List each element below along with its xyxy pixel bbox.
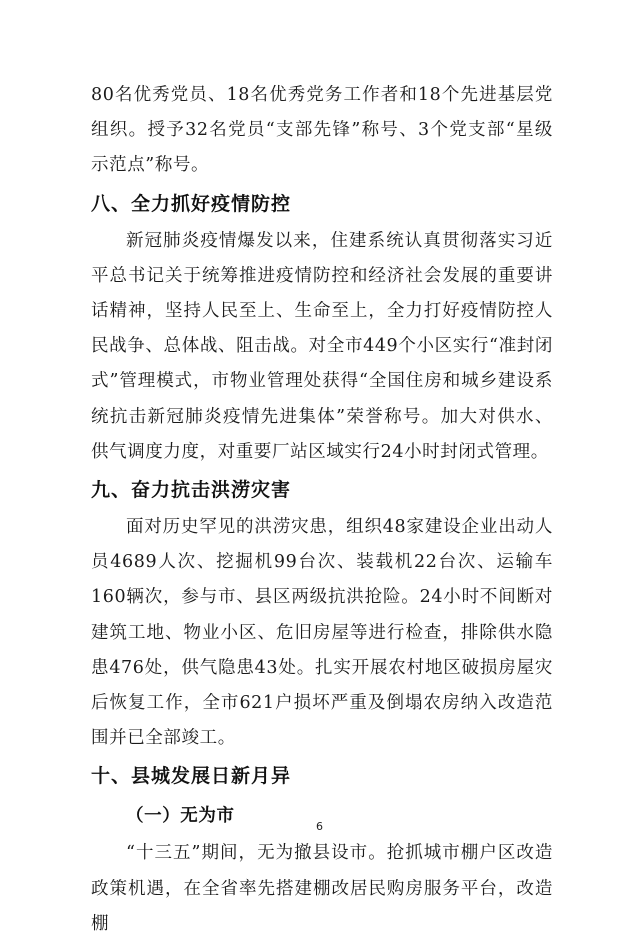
section-9-heading: 九、奋力抗击洪涝灾害 (91, 479, 292, 502)
intro-paragraph: 80名优秀党员、18名优秀党务工作者和18个先进基层党组织。授予32名党员“支部先锋”称号、3个党支部“星级示范点”称号。 (91, 85, 553, 176)
section-10-subheading: （一）无为市 (126, 806, 235, 827)
section-8-heading: 八、全力抓好疫情防控 (91, 192, 292, 215)
section-9-paragraph: 面对历史罕见的洪涝灾患，组织48家建设企业出动人员4689人次、挖掘机99台次、装载机22台次、运输车160辆次，参与市、县区两级抗洪抢险。24小时不间断对建筑工地、物业小区、危旧房屋等进行检查，排除供水隐患476处，供气隐患43处。扎实开展农村地区破损房屋灾后恢复工作，全市621户损坏严重及倒塌农房纳入改造范围并已全部竣工。 (91, 517, 553, 749)
page-number: 6 (316, 820, 323, 833)
section-8-paragraph: 新冠肺炎疫情爆发以来，住建系统认真贯彻落实习近平总书记关于统筹推进疫情防控和经济社会发展的重要讲话精神，坚持人民至上、生命至上，全力打好疫情防控人民战争、总体战、阻击战。对全市449个小区实行“准封闭式”管理模式，市物业管理处获得“全国住房和城乡建设系统抗击新冠肺炎疫情先进集体”荣誉称号。加大对供水、供气调度力度，对重要厂站区域实行24小时封闭式管理。 (91, 230, 553, 462)
section-10-heading: 十、县城发展日新月异 (91, 765, 292, 788)
document-body (91, 78, 553, 942)
section-10-paragraph: “十三五”期间，无为撤县设市。抢抓城市棚户区改造政策机遇，在全省率先搭建棚改居民购房服务平台，改造棚 (91, 843, 553, 934)
